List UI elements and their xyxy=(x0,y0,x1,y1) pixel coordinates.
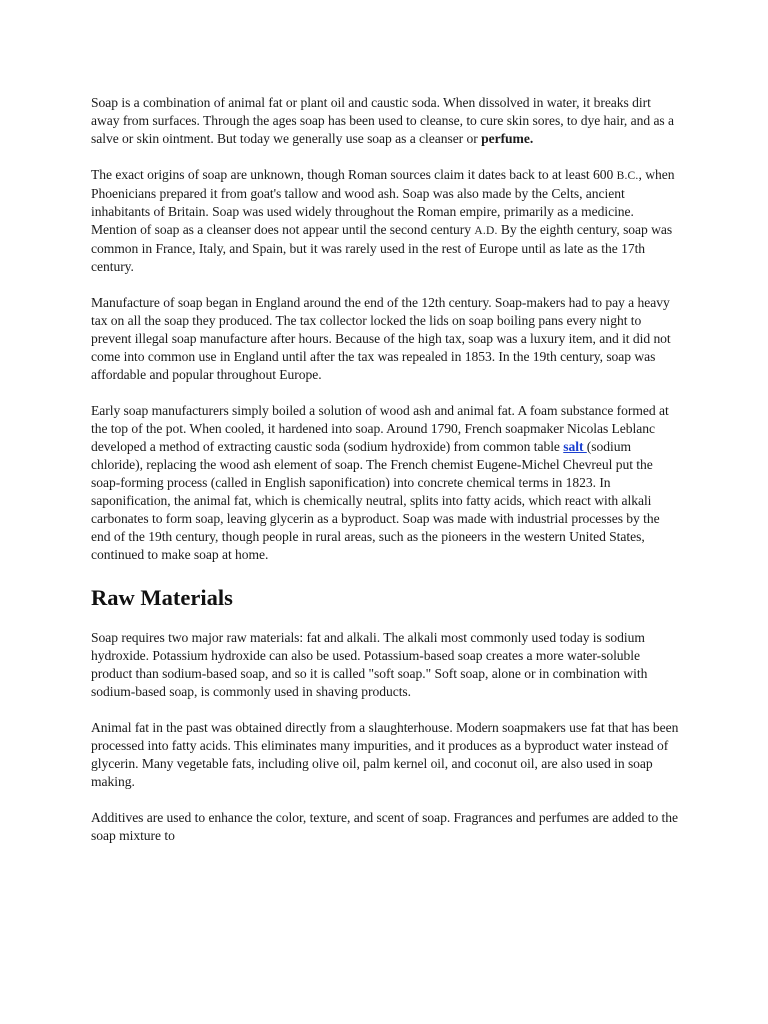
bc-abbreviation: B.C. xyxy=(616,170,639,182)
raw-materials-heading: Raw Materials xyxy=(91,585,233,610)
paragraph-intro-text: Soap is a combination of animal fat or plant oil and caustic soda. When dissolved in water, it breaks dirt away from surfaces. Through the ages soap has been used to cleanse, to cure skin sores, to dye hair, and as a salve or skin ointment. But today we generally use soap as a cleanser or xyxy=(91,95,675,146)
paragraph-early-manufacturers xyxy=(91,402,682,564)
salt-link[interactable]: salt xyxy=(563,439,587,454)
paragraph-animal-fat: Animal fat in the past was obtained directly from a slaughterhouse. Modern soapmakers use fat that has been processed into fatty acids. This eliminates many impurities, and it produces as a byproduct water instead of glycerin. Many vegetable fats, including olive oil, palm kernel oil, and coconut oil, are also used in soap making. xyxy=(91,720,679,789)
paragraph-early-before-link: Early soap manufacturers simply boiled a solution of wood ash and animal fat. A foam substance formed at the top of the pot. When cooled, it hardened into soap. Around 1790, French soapmaker Nicolas Leblanc developed a method of extracting caustic soda (sodium hydroxide) from common table xyxy=(91,403,669,454)
paragraph-origins-part2: , when Phoenicians prepared it from goat's tallow and wood ash. Soap was also made by the Celts, ancient inhabitants of Britain. Soap was used widely throughout the Roman empire, primarily as a medicine. Mention of soap as a cleanser does not appear until the second century xyxy=(91,167,675,237)
paragraph-early-after-link: (sodium chloride), replacing the wood ash element of soap. The French chemist Eugene-Michel Chevreul put the soap-forming process (called in English saponification) into concrete chemical terms in 1823. In saponification, the animal fat, which is chemically neutral, splits into fatty acids, which react with alkali carbonates to form soap, leaving glycerin as a byproduct. Soap was made with industrial processes by the end of the 19th century, though people in rural areas, such as the pioneers in the western United States, continued to make soap at home. xyxy=(91,439,660,562)
paragraph-manufacture-england: Manufacture of soap began in England around the end of the 12th century. Soap-makers had to pay a heavy tax on all the soap they produced. The tax collector locked the lids on soap boiling pans every night to prevent illegal soap manufacture after hours. Because of the high tax, soap was a luxury item, and it did not come into common use in England until after the tax was repealed in 1853. In the 19th century, soap was affordable and popular throughout Europe. xyxy=(91,295,671,382)
paragraph-origins-part1: The exact origins of soap are unknown, though Roman sources claim it dates back to at least 600 xyxy=(91,167,617,182)
ad-abbreviation: A.D. xyxy=(474,225,498,237)
paragraph-raw-materials: Soap requires two major raw materials: fat and alkali. The alkali most commonly used today is sodium hydroxide. Potassium hydroxide can also be used. Potassium-based soap creates a more water-soluble product than sodium-based soap, and so it is called "soft soap." Soft soap, alone or in combination with sodium-based soap, is commonly used in shaving products. xyxy=(91,630,648,699)
paragraph-origins xyxy=(91,166,682,276)
paragraph-origins-part3: By the eighth century, soap was common in France, Italy, and Spain, but it was rarely used in the rest of Europe until as late as the 17th century. xyxy=(91,222,673,274)
paragraph-additives: Additives are used to enhance the color, texture, and scent of soap. Fragrances and perfumes are added to the soap mixture to xyxy=(91,810,678,843)
paragraph-intro xyxy=(91,94,682,148)
perfume-bold-word: perfume. xyxy=(481,131,534,146)
